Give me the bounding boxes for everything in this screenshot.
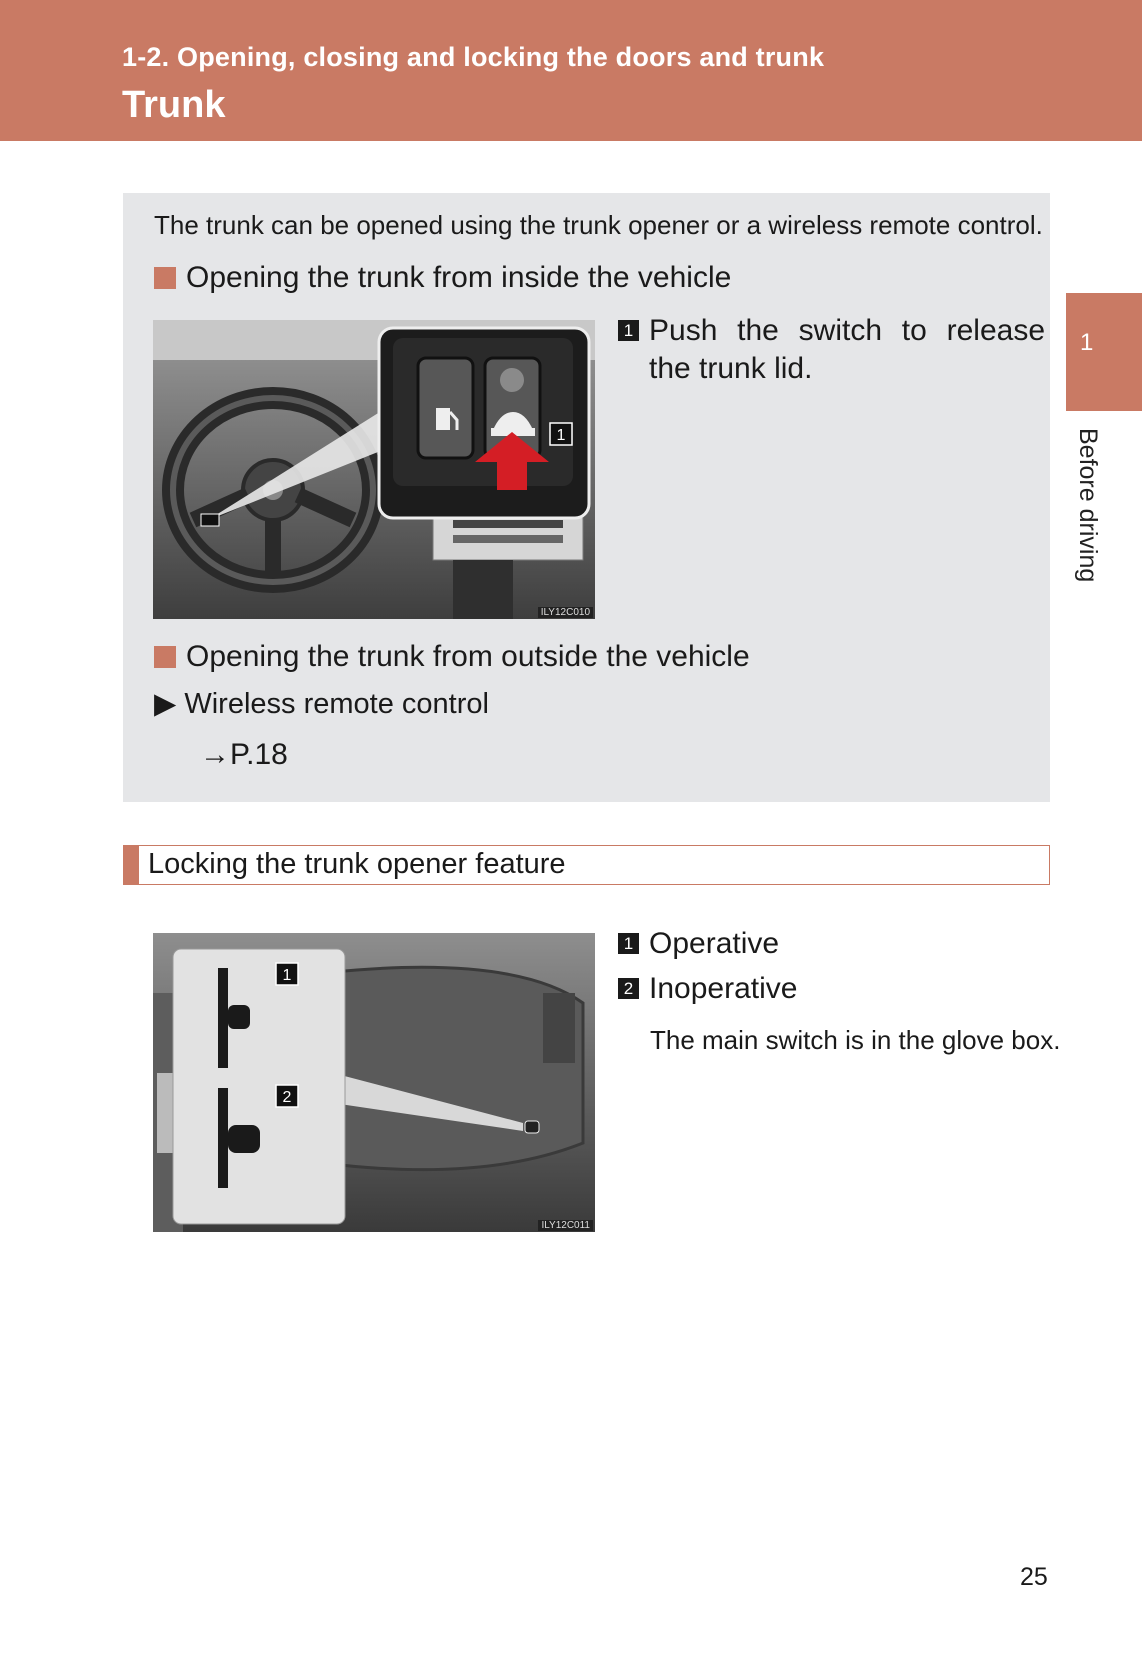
triangle-bullet-icon: ▶ (154, 688, 185, 720)
item-number-badge: 2 (618, 978, 639, 999)
glove-box-figure (153, 933, 595, 1232)
figure-callout-1: 1 (282, 967, 292, 984)
item-text: Operative (649, 927, 780, 960)
step-number-badge: 1 (618, 320, 639, 341)
bullet-item (154, 686, 489, 721)
figure-callout-2: 2 (282, 1089, 292, 1106)
heading-square-icon (154, 646, 176, 668)
intro-text: The trunk can be opened using the trunk opener or a wireless remote control. (154, 210, 1043, 240)
figure-code: ILY12C011 (538, 1220, 593, 1231)
dashboard-illustration (153, 320, 595, 619)
list-item (618, 970, 797, 1008)
chapter-tab (1066, 293, 1142, 411)
page-reference: →P.18 (200, 738, 288, 771)
page-title: Trunk (122, 84, 226, 126)
page-number: 25 (1020, 1563, 1048, 1591)
heading-square-icon (154, 267, 176, 289)
section-title: 1-2. Opening, closing and locking the doors and trunk (122, 42, 825, 72)
trunk-switch-figure (153, 320, 595, 619)
section-heading-bar (123, 845, 1050, 885)
inside-heading-label: Opening the trunk from inside the vehicle (186, 261, 732, 294)
step-item (618, 312, 1045, 388)
section-accent (124, 846, 139, 884)
section-heading-label: Locking the trunk opener feature (148, 848, 566, 880)
chapter-header (0, 0, 1142, 141)
chapter-tab-number: 1 (1080, 329, 1094, 356)
step-text: Push the switch to release the trunk lid. (649, 314, 1045, 385)
figure-code: ILY12C010 (538, 607, 593, 618)
note-text: The main switch is in the glove box. (650, 1025, 1061, 1055)
outside-heading-label: Opening the trunk from outside the vehicle (186, 640, 750, 673)
bullet-text: Wireless remote control (184, 688, 489, 720)
chapter-tab-label: Before driving (1074, 428, 1102, 583)
item-number-badge: 1 (618, 933, 639, 954)
figure-callout-1: 1 (556, 427, 566, 444)
outside-heading (154, 640, 750, 674)
glove-box-illustration (153, 933, 595, 1232)
item-text: Inoperative (649, 972, 798, 1005)
list-item (618, 925, 779, 963)
inside-heading (154, 261, 731, 295)
